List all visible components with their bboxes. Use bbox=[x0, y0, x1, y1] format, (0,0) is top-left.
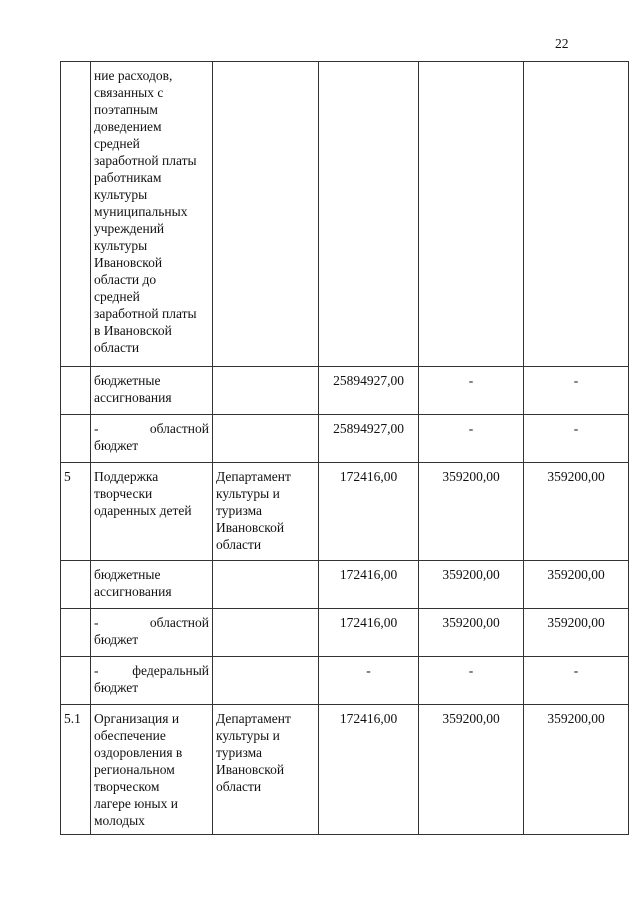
amount-cell-v3: - bbox=[524, 415, 629, 463]
amount-cell-v2: 359200,00 bbox=[419, 463, 524, 561]
executor-cell bbox=[213, 561, 319, 609]
item-name-line: культуры bbox=[94, 238, 148, 253]
item-name-line: ассигнования bbox=[94, 584, 172, 599]
executor-cell bbox=[213, 367, 319, 415]
amount-cell-v1: - bbox=[319, 657, 419, 705]
table-row bbox=[61, 415, 629, 463]
amount-cell-v2: - bbox=[419, 367, 524, 415]
item-name-line: заработной платы bbox=[94, 153, 197, 168]
item-name-line: лагере юных и bbox=[94, 796, 178, 811]
item-name-line: культуры bbox=[94, 187, 148, 202]
item-name-line: связанных с bbox=[94, 85, 164, 100]
item-name-line: Ивановской bbox=[94, 255, 163, 270]
item-name-line: одаренных детей bbox=[94, 503, 192, 518]
item-name-line: Поддержка bbox=[94, 469, 159, 484]
row-number-cell bbox=[61, 367, 91, 415]
executor-line: Ивановской bbox=[216, 762, 285, 777]
item-name-line: ассигнования bbox=[94, 390, 172, 405]
executor-cell bbox=[213, 609, 319, 657]
amount-cell-v2: 359200,00 bbox=[419, 561, 524, 609]
amount-cell-v2 bbox=[419, 62, 524, 367]
amount-cell-v1: 172416,00 bbox=[319, 561, 419, 609]
item-name-justified-line bbox=[94, 662, 209, 679]
amount-cell-v3 bbox=[524, 62, 629, 367]
row-number-cell bbox=[61, 561, 91, 609]
row-number-cell: 5 bbox=[61, 463, 91, 561]
executor-cell bbox=[213, 415, 319, 463]
amount-cell-v2: 359200,00 bbox=[419, 705, 524, 835]
amount-cell-v3: - bbox=[524, 657, 629, 705]
row-number-cell bbox=[61, 657, 91, 705]
item-name-line: средней bbox=[94, 289, 140, 304]
amount-cell-v1: 25894927,00 bbox=[319, 415, 419, 463]
amount-cell-v1: 172416,00 bbox=[319, 463, 419, 561]
executor-line: Департамент bbox=[216, 711, 291, 726]
item-name-line: области bbox=[94, 340, 140, 355]
table-row bbox=[61, 62, 629, 367]
item-name-line: бюджетные bbox=[94, 373, 161, 388]
item-name-line: в Ивановской bbox=[94, 323, 172, 338]
executor-line: Департамент bbox=[216, 469, 291, 484]
row-number-cell bbox=[61, 62, 91, 367]
item-name-line: поэтапным bbox=[94, 102, 158, 117]
executor-line: туризма bbox=[216, 503, 263, 518]
amount-cell-v3: 359200,00 bbox=[524, 463, 629, 561]
amount-cell-v3: 359200,00 bbox=[524, 705, 629, 835]
table-row bbox=[61, 463, 629, 561]
item-name-line: творчески bbox=[94, 486, 153, 501]
item-name-justified-line bbox=[94, 614, 209, 631]
executor-cell bbox=[213, 463, 319, 561]
executor-line: культуры и bbox=[216, 486, 280, 501]
item-name-word: областной bbox=[149, 615, 209, 630]
executor-line: области bbox=[216, 779, 262, 794]
amount-cell-v2: 359200,00 bbox=[419, 609, 524, 657]
executor-line: Ивановской bbox=[216, 520, 285, 535]
executor-cell bbox=[213, 62, 319, 367]
item-name-line: молодых bbox=[94, 813, 145, 828]
item-name-word: - bbox=[94, 615, 99, 630]
item-name-line: творческом bbox=[94, 779, 160, 794]
row-number-cell bbox=[61, 609, 91, 657]
item-name-justified-line bbox=[94, 420, 209, 437]
item-name-cell bbox=[91, 705, 213, 835]
item-name-cell bbox=[91, 609, 213, 657]
budget-table bbox=[60, 61, 629, 835]
item-name-cell bbox=[91, 561, 213, 609]
item-name-word: - bbox=[94, 421, 99, 436]
item-name-line: средней bbox=[94, 136, 140, 151]
item-name-line: области до bbox=[94, 272, 157, 287]
item-name-line: бюджет bbox=[94, 680, 139, 695]
item-name-word: федеральный bbox=[132, 663, 209, 678]
item-name-cell bbox=[91, 62, 213, 367]
item-name-line: ние расходов, bbox=[94, 68, 173, 83]
page-number: 22 bbox=[555, 36, 569, 51]
item-name-line: обеспечение bbox=[94, 728, 166, 743]
executor-cell bbox=[213, 657, 319, 705]
item-name-line: доведением bbox=[94, 119, 162, 134]
amount-cell-v1: 172416,00 bbox=[319, 609, 419, 657]
item-name-cell bbox=[91, 367, 213, 415]
item-name-cell bbox=[91, 463, 213, 561]
item-name-word: областной bbox=[149, 421, 209, 436]
item-name-line: учреждений bbox=[94, 221, 165, 236]
executor-line: культуры и bbox=[216, 728, 280, 743]
table-row bbox=[61, 657, 629, 705]
item-name-word: - bbox=[94, 663, 99, 678]
item-name-line: региональном bbox=[94, 762, 175, 777]
item-name-line: оздоровления в bbox=[94, 745, 183, 760]
amount-cell-v3: 359200,00 bbox=[524, 609, 629, 657]
item-name-line: работникам bbox=[94, 170, 162, 185]
table-row bbox=[61, 367, 629, 415]
table-row bbox=[61, 561, 629, 609]
amount-cell-v2: - bbox=[419, 415, 524, 463]
amount-cell-v1: 25894927,00 bbox=[319, 367, 419, 415]
item-name-line: бюджет bbox=[94, 438, 139, 453]
item-name-line: Организация и bbox=[94, 711, 180, 726]
item-name-line: бюджетные bbox=[94, 567, 161, 582]
table-row bbox=[61, 609, 629, 657]
executor-cell bbox=[213, 705, 319, 835]
item-name-cell bbox=[91, 415, 213, 463]
executor-line: туризма bbox=[216, 745, 263, 760]
row-number-cell: 5.1 bbox=[61, 705, 91, 835]
amount-cell-v3: 359200,00 bbox=[524, 561, 629, 609]
amount-cell-v2: - bbox=[419, 657, 524, 705]
row-number-cell bbox=[61, 415, 91, 463]
executor-line: области bbox=[216, 537, 262, 552]
item-name-line: муниципальных bbox=[94, 204, 188, 219]
item-name-line: заработной платы bbox=[94, 306, 197, 321]
amount-cell-v1 bbox=[319, 62, 419, 367]
item-name-line: бюджет bbox=[94, 632, 139, 647]
amount-cell-v3: - bbox=[524, 367, 629, 415]
amount-cell-v1: 172416,00 bbox=[319, 705, 419, 835]
table-row bbox=[61, 705, 629, 835]
item-name-cell bbox=[91, 657, 213, 705]
